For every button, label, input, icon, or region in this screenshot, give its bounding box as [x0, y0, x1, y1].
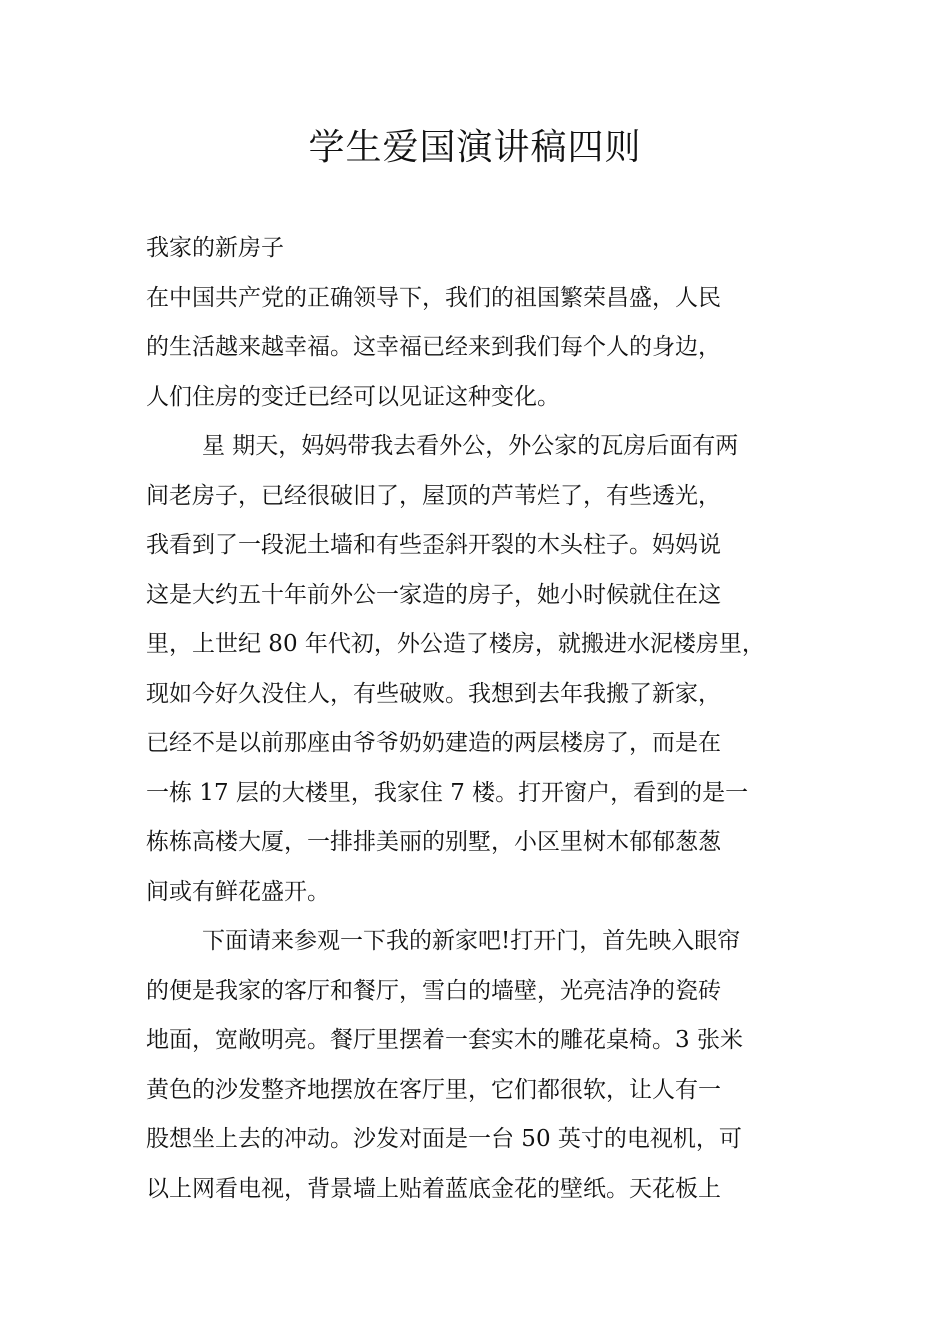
- body-line: 地面，宽敞明亮。餐厅里摆着一套实木的雕花桌椅。3 张米: [146, 1027, 743, 1053]
- body-line: 以上网看电视，背景墙上贴着蓝底金花的壁纸。天花板上: [146, 1175, 721, 1202]
- document-body: [146, 224, 826, 1214]
- body-line: 已经不是以前那座由爷爷奶奶建造的两层楼房了，而是在: [146, 730, 721, 756]
- body-line: 的便是我家的客厅和餐厅，雪白的墙壁，光亮洁净的瓷砖: [146, 977, 721, 1004]
- body-line: 股想坐上去的冲动。沙发对面是一台 50 英寸的电视机，可: [146, 1126, 742, 1152]
- body-line: 栋栋高楼大厦，一排排美丽的别墅，小区里树木郁郁葱葱: [146, 829, 721, 855]
- body-line: 我看到了一段泥土墙和有些歪斜开裂的木头柱子。妈妈说: [146, 532, 721, 558]
- body-line: 在中国共产党的正确领导下，我们的祖国繁荣昌盛，人民: [146, 284, 721, 311]
- body-line: 的生活越来越幸福。这幸福已经来到我们每个人的身边，: [146, 334, 721, 360]
- body-line: 间或有鲜花盛开。: [146, 878, 330, 905]
- section-heading: 我家的新房子: [146, 235, 284, 261]
- body-line: 一栋 17 层的大楼里，我家住 7 楼。打开窗户，看到的是一: [146, 779, 749, 806]
- body-line: 这是大约五十年前外公一家造的房子，她小时候就住在这: [146, 581, 721, 608]
- body-line: 人们住房的变迁已经可以见证这种变化。: [146, 383, 560, 410]
- body-line: 里，上世纪 80 年代初，外公造了楼房，就搬进水泥楼房里，: [146, 631, 765, 657]
- body-line: 现如今好久没住人，有些破败。我想到去年我搬了新家，: [146, 680, 721, 707]
- body-line: 间老房子，已经很破旧了，屋顶的芦苇烂了，有些透光，: [146, 482, 721, 509]
- body-line: 黄色的沙发整齐地摆放在客厅里，它们都很软，让人有一: [146, 1076, 721, 1103]
- document-title: 学生爱国演讲稿四则: [308, 127, 642, 168]
- body-line: 下面请来参观一下我的新家吧!打开门，首先映入眼帘: [202, 928, 741, 954]
- body-line: 星 期天，妈妈带我去看外公，外公家的瓦房后面有两: [202, 433, 739, 459]
